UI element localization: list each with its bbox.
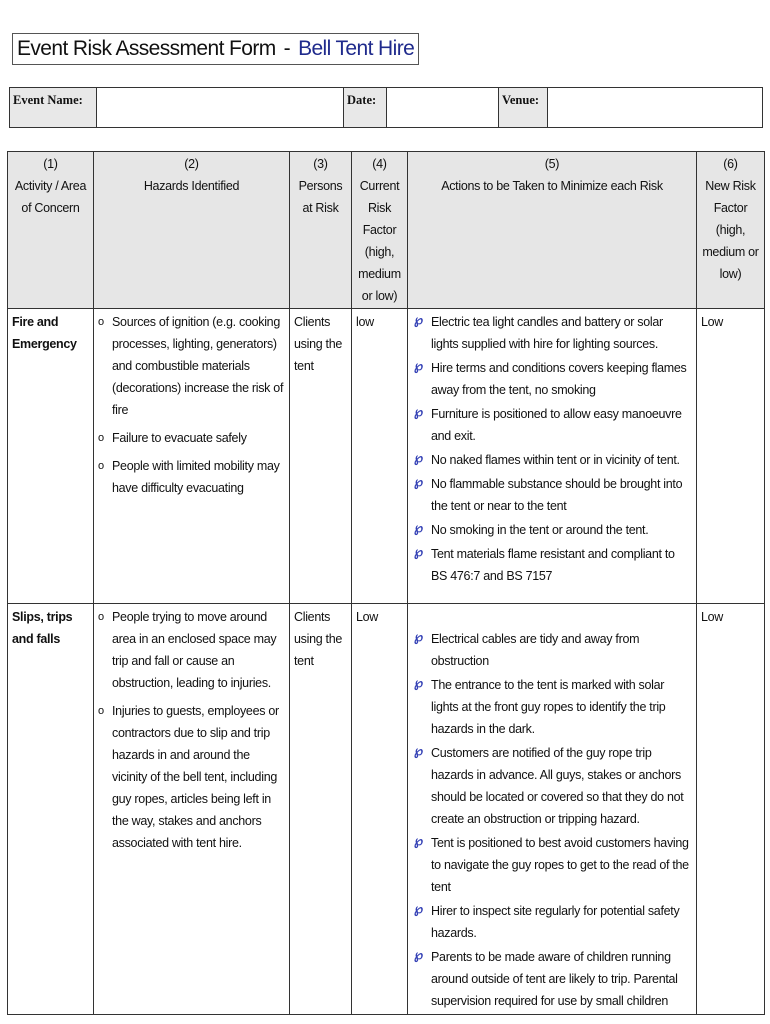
action-text: The entrance to the tent is marked with solar lights at the front guy ropes to identify the trip hazards in the dark.	[431, 678, 666, 736]
event-name-field[interactable]	[97, 88, 344, 128]
risk-assessment-table	[7, 151, 765, 1015]
list-item: o Failure to evacuate safely	[98, 427, 284, 449]
activity-cell: Slips, trips and falls	[8, 604, 94, 1015]
spiral-bullet-icon: ℘	[414, 474, 423, 489]
new-risk-cell: Low	[697, 309, 765, 604]
list-item	[412, 832, 691, 898]
header-label: Activity / Area of Concern	[14, 179, 87, 215]
header-row	[8, 152, 765, 309]
list-item: o People trying to move around area in an enclosed space may trip and fall or cause an obstruction, leading to injuries.	[98, 606, 284, 694]
header-num: (4)	[372, 157, 387, 171]
current-risk-cell: low	[352, 309, 408, 604]
list-item	[412, 357, 691, 401]
list-item: o Injuries to guests, employees or contractors due to slip and trip hazards in and around the vicinity of the bell tent, including guy ropes, articles being left in the way, stakes and anchors associated with tent hire.	[98, 700, 284, 854]
date-field[interactable]	[387, 88, 499, 128]
list-item	[412, 742, 691, 830]
spiral-bullet-icon: ℘	[414, 404, 423, 419]
title-separator: -	[283, 37, 291, 60]
date-label: Date:	[344, 88, 387, 128]
actions-cell	[408, 604, 697, 1015]
spiral-bullet-icon: ℘	[414, 450, 423, 465]
header-label: Actions to be Taken to Minimize each Risk	[441, 179, 663, 193]
header-persons	[290, 152, 352, 309]
list-item	[412, 543, 691, 587]
header-num: (2)	[184, 157, 199, 171]
list-item: o Sources of ignition (e.g. cooking processes, lighting, generators) and combustible materials (decorations) increase the risk of fire	[98, 311, 284, 421]
hazards-cell	[94, 309, 290, 604]
action-text: Tent materials flame resistant and compliant to BS 476:7 and BS 7157	[431, 547, 675, 583]
header-num: (1)	[43, 157, 58, 171]
event-name-label: Event Name:	[10, 88, 97, 128]
new-risk-cell: Low	[697, 604, 765, 1015]
list-item	[412, 946, 691, 1012]
header-hazards	[94, 152, 290, 309]
action-text: Electric tea light candles and battery or solar lights supplied with hire for lighting sources.	[431, 315, 663, 351]
spiral-bullet-icon: ℘	[414, 901, 423, 916]
spiral-bullet-icon: ℘	[414, 833, 423, 848]
spiral-bullet-icon: ℘	[414, 312, 423, 327]
brand-name: Bell Tent Hire	[298, 37, 415, 60]
spiral-bullet-icon: ℘	[414, 947, 423, 962]
list-item	[412, 311, 691, 355]
spiral-bullet-icon: ℘	[414, 675, 423, 690]
action-text: Furniture is positioned to allow easy manoeuvre and exit.	[431, 407, 682, 443]
table-row	[8, 309, 765, 604]
header-current-risk	[352, 152, 408, 309]
form-title-main: Event Risk Assessment Form	[17, 37, 276, 60]
spiral-bullet-icon: ℘	[414, 743, 423, 758]
list-item	[412, 628, 691, 672]
actions-cell	[408, 309, 697, 604]
header-label: Persons at Risk	[298, 179, 343, 215]
spiral-bullet-icon: ℘	[414, 629, 423, 644]
action-text: Electrical cables are tidy and away from obstruction	[431, 632, 640, 668]
action-text: Tent is positioned to best avoid customers having to navigate the guy ropes to get to the read of the tent	[431, 836, 689, 894]
venue-field[interactable]	[548, 88, 763, 128]
list-item	[412, 473, 691, 517]
list-item	[412, 403, 691, 447]
activity-cell: Fire and Emergency	[8, 309, 94, 604]
list-item: o People with limited mobility may have difficulty evacuating	[98, 455, 284, 499]
action-text: No flammable substance should be brought into the tent or near to the tent	[431, 477, 683, 513]
list-item	[412, 519, 691, 541]
hazards-cell	[94, 604, 290, 1015]
spiral-bullet-icon: ℘	[414, 358, 423, 373]
spiral-bullet-icon: ℘	[414, 544, 423, 559]
header-new-risk	[697, 152, 765, 309]
venue-label: Venue:	[499, 88, 548, 128]
action-text: Hire terms and conditions covers keeping flames away from the tent, no smoking	[431, 361, 687, 397]
header-num: (3)	[313, 157, 328, 171]
list-item	[412, 449, 691, 471]
persons-cell: Clients using the tent	[290, 604, 352, 1015]
header-label: Hazards Identified	[143, 179, 240, 193]
action-text: Customers are notified of the guy rope trip hazards in advance. All guys, stakes or anchors should be located or covered so that they do not create an obstruction or tripping hazard.	[431, 746, 684, 826]
spiral-bullet-icon: ℘	[414, 520, 423, 535]
action-text: Hirer to inspect site regularly for potential safety hazards.	[431, 904, 680, 940]
action-text: Parents to be made aware of children running around outside of tent are likely to trip. Parental supervision required for use by small children	[431, 950, 678, 1008]
header-activity	[8, 152, 94, 309]
action-text: No smoking in the tent or around the tent.	[431, 523, 649, 537]
header-label: New Risk Factor (high, medium or low)	[702, 179, 759, 281]
table-row	[8, 604, 765, 1015]
current-risk-cell: Low	[352, 604, 408, 1015]
event-info-table	[9, 87, 763, 128]
action-text: No naked flames within tent or in vicinity of tent.	[431, 453, 680, 467]
form-title	[12, 33, 419, 65]
header-num: (5)	[544, 157, 560, 171]
header-num: (6)	[723, 157, 738, 171]
list-item	[412, 674, 691, 740]
persons-cell: Clients using the tent	[290, 309, 352, 604]
header-label: Current Risk Factor (high, medium or low)	[358, 179, 401, 303]
list-item	[412, 900, 691, 944]
header-actions	[408, 152, 697, 309]
